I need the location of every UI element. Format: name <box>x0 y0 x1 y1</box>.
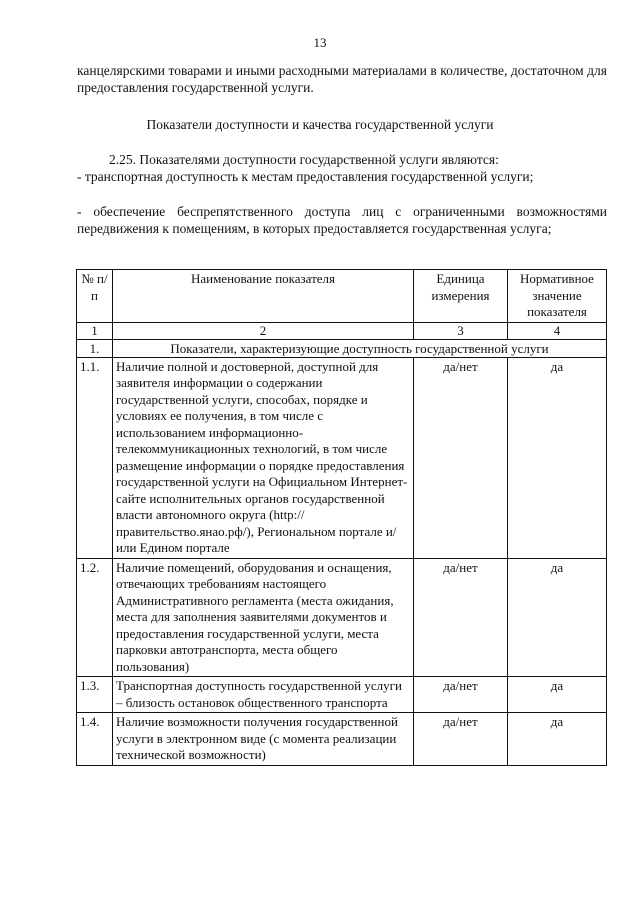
row-norm: да <box>508 558 607 677</box>
intro-paragraph: канцелярскими товарами и иными расходными материалами в количестве, достаточном для предоставления государственной услуги. <box>77 63 607 95</box>
row-name: Транспортная доступность государственной услуги – близость остановок общественного транспорта <box>113 677 414 713</box>
table-section-row <box>77 339 607 357</box>
row-num: 1.2. <box>77 558 113 677</box>
table-header-row <box>77 270 607 323</box>
row-unit: да/нет <box>414 357 508 558</box>
row-unit: да/нет <box>414 713 508 766</box>
paragraph-2-25: 2.25. Показателями доступности государственной услуги являются: <box>109 152 499 167</box>
row-unit: да/нет <box>414 677 508 713</box>
table-row <box>77 677 607 713</box>
section-title: Показатели, характеризующие доступность государственной услуги <box>113 339 607 357</box>
list-item-accessibility: - обеспечение беспрепятственного доступа лиц с ограниченными возможностями передвижения к помещениям, в которых предоставляется государственная услуга; <box>77 204 607 236</box>
table-index-row <box>77 322 607 339</box>
index-cell: 3 <box>414 322 508 339</box>
header-num: № п/п <box>77 270 113 323</box>
row-num: 1.3. <box>77 677 113 713</box>
row-norm: да <box>508 357 607 558</box>
header-name: Наименование показателя <box>113 270 414 323</box>
table-row <box>77 558 607 677</box>
row-name: Наличие возможности получения государственной услуги в электронном виде (с момента реализации технической возможности) <box>113 713 414 766</box>
row-name: Наличие полной и достоверной, доступной для заявителя информации о содержании государственной услуги, способах, порядке и условиях ее получения, в том числе с использованием информационно-телекоммуникационных технологий, в том числе размещение информации о порядке предоставления государственной услуги на Официальном Интернет-сайте исполнительных органов государственной власти автономного округа (http://правительство.янао.рф/), Региональном портале и/или Едином портале <box>113 357 414 558</box>
section-heading: Показатели доступности и качества государственной услуги <box>146 117 494 132</box>
index-cell: 2 <box>113 322 414 339</box>
row-unit: да/нет <box>414 558 508 677</box>
section-num: 1. <box>77 339 113 357</box>
row-norm: да <box>508 713 607 766</box>
row-num: 1.1. <box>77 357 113 558</box>
table-row <box>77 713 607 766</box>
header-norm: Нормативное значение показателя <box>508 270 607 323</box>
header-unit: Единица измерения <box>414 270 508 323</box>
row-num: 1.4. <box>77 713 113 766</box>
table-row <box>77 357 607 558</box>
index-cell: 1 <box>77 322 113 339</box>
row-norm: да <box>508 677 607 713</box>
index-cell: 4 <box>508 322 607 339</box>
list-item-transport: - транспортная доступность к местам предоставления государственной услуги; <box>77 169 534 184</box>
indicators-table <box>76 269 607 766</box>
row-name: Наличие помещений, оборудования и оснащения, отвечающих требованиям настоящего Административного регламента (места ожидания, места для заполнения заявителями документов и предоставления государственной услуги, места парковки автотранспорта, места общего пользования) <box>113 558 414 677</box>
page-number: 13 <box>313 35 327 50</box>
